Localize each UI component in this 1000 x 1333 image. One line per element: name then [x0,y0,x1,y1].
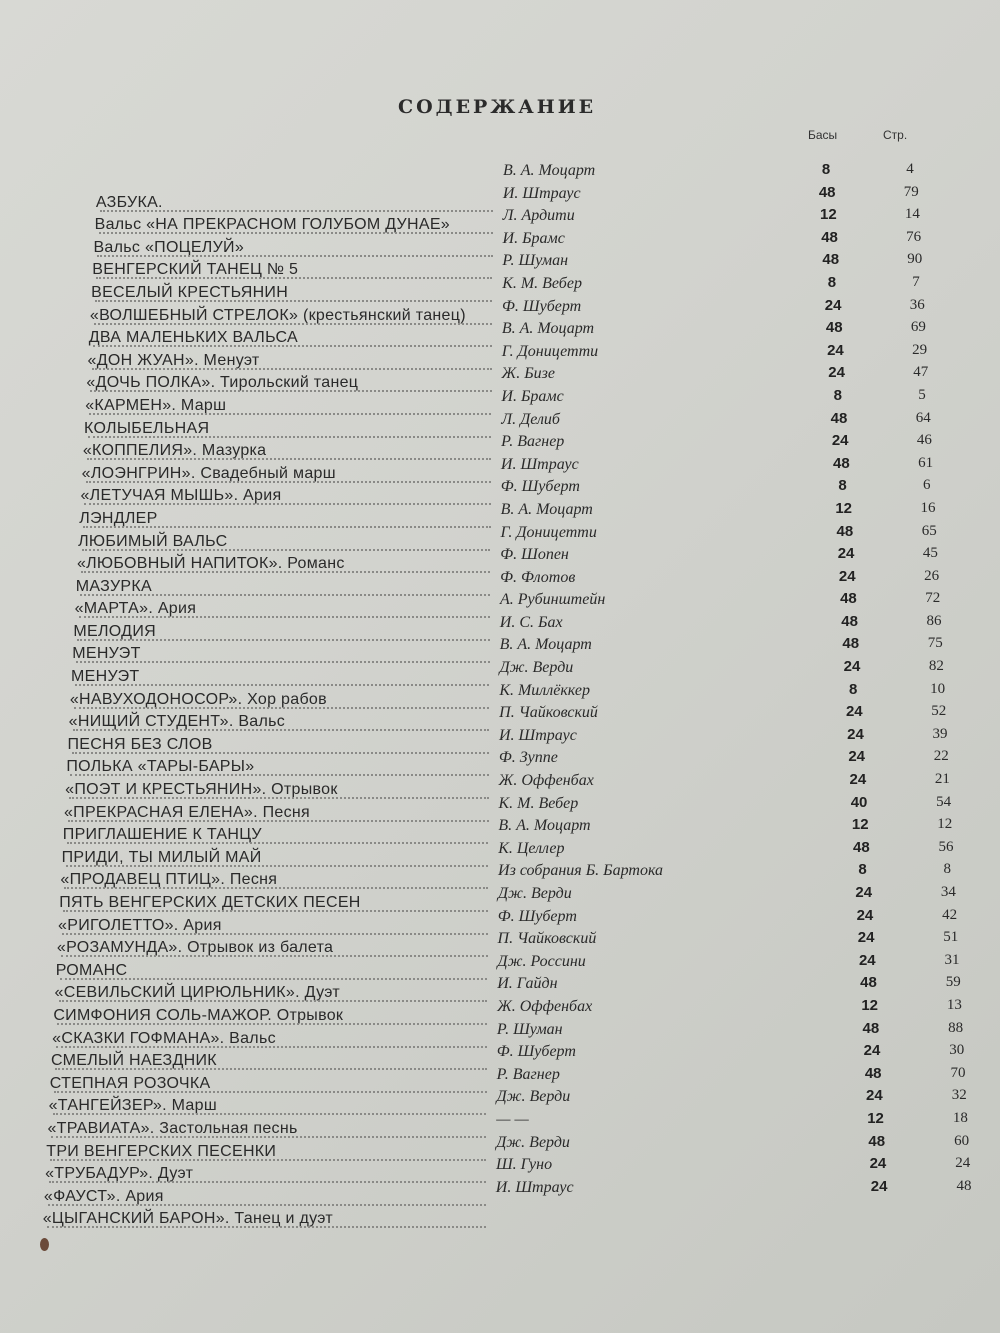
entry-author: Ф. Шуберт [502,297,582,315]
entry-page: 32 [951,1087,967,1104]
entry-author: И. С. Бах [499,613,563,631]
list-item [0,384,1000,414]
entry-page: 16 [920,499,936,516]
entry-page: 86 [926,612,942,629]
entry-author: Ф. Шопен [500,546,569,564]
entry-title: ПРИДИ, ТЫ МИЛЫЙ МАЙ [61,848,262,866]
list-item [0,610,1000,640]
list-item [0,203,1000,234]
entry-title: СТЕПНАЯ РОЗОЧКА [49,1074,211,1092]
list-item [0,1062,1000,1092]
entry-bass: 8 [827,273,837,291]
entry-title: «СЕВИЛЬСКИЙ ЦИРЮЛЬНИК». Дуэт [54,984,340,1002]
entry-author: Ш. Гуно [495,1156,553,1174]
entry-page: 36 [909,296,925,313]
list-item [0,316,1000,347]
entry-title: «ТРАВИАТА». Застольная песнь [47,1119,298,1137]
list-item [0,1107,1000,1137]
entry-author: И. Штраус [495,1178,574,1196]
entry-bass: 12 [861,996,878,1014]
entry-bass: 8 [833,386,842,404]
entry-author: К. М. Вебер [502,274,582,292]
entry-bass: 48 [830,409,848,427]
entry-bass: 48 [821,228,838,246]
entry-bass: 24 [848,748,866,766]
entry-author: Ф. Шуберт [497,907,577,925]
list-item [0,836,1000,866]
entry-page: 88 [948,1019,964,1036]
entry-bass: 24 [831,432,849,450]
entry-page: 47 [913,364,929,381]
entry-bass: 48 [868,1132,886,1150]
entry-title: «ДОЧЬ ПОЛКА». Тирольский танец [86,374,359,392]
entry-bass: 40 [850,793,868,811]
list-item [0,226,1000,256]
entry-page: 21 [934,771,950,788]
list-item [0,1152,1000,1183]
entry-title: ЛЮБИМЫЙ ВАЛЬС [78,532,228,550]
bass-column-header: Басы [808,128,838,142]
entry-page: 54 [936,793,952,810]
entry-bass: 8 [838,477,847,495]
entry-title: «КОППЕЛИЯ». Мазурка [82,442,267,460]
entry-bass: 24 [843,658,861,676]
entry-title: МЕНУЭТ [72,645,141,663]
entry-page: 79 [903,183,919,200]
entry-bass: 48 [832,454,850,472]
list-item [0,655,1000,686]
entry-page: 7 [912,273,920,290]
list-item [0,497,1000,527]
entry-page: 31 [944,951,960,968]
entry-author: И. Штраус [500,455,579,473]
entry-bass: 12 [835,499,853,517]
page-column-header: Стр. [883,128,908,142]
list-item [0,949,1000,979]
entry-page: 52 [931,703,947,720]
entry-page: 59 [945,974,961,991]
entry-bass: 24 [858,951,876,969]
entry-author: И. Брамс [501,387,564,405]
entry-title: «ЛЕТУЧАЯ МЫШЬ». Ария [80,487,282,505]
entry-page: 12 [937,816,953,833]
entry-title: «ФАУСТ». Ария [43,1187,164,1205]
entry-page: 22 [933,748,949,765]
entry-title: «НАВУХОДОНОСОР». Хор рабов [69,690,327,708]
entry-page: 61 [918,454,934,471]
entry-author: Из собрания Б. Бартока [498,862,664,880]
entry-title: «ЛЮБОВНЫЙ НАПИТОК». Романс [76,555,345,573]
entry-bass: 24 [824,296,842,314]
entry-page: 48 [956,1177,972,1194]
entry-bass: 12 [820,206,837,224]
list-item [0,1197,1000,1228]
list-item [0,181,1000,211]
list-item [0,565,1000,595]
list-item [0,474,1000,505]
entry-author: Дж. Верди [496,1088,571,1106]
list-item [0,1175,1000,1205]
entry-page: 69 [910,319,926,336]
list-item [0,994,1000,1024]
entry-title: КОЛЫБЕЛЬНАЯ [84,419,210,437]
entry-bass: 24 [855,884,873,901]
entry-title: «СКАЗКИ ГОФМАНА». Вальс [52,1029,276,1047]
entry-author: В. А. Моцарт [499,636,592,654]
list-item [0,587,1000,618]
entry-author: Г. Доницетти [501,342,599,360]
list-item [0,881,1000,911]
entry-author: Ф. Флотов [500,568,576,586]
list-item [0,678,1000,708]
entry-page: 30 [949,1042,965,1059]
entry-page: 26 [924,567,940,584]
entry-author: К. Целлер [498,839,565,857]
entry-bass: 24 [847,725,864,743]
entry-author: Р. Вагнер [501,433,565,451]
list-item [0,1017,1000,1047]
entry-author: И. Штраус [502,184,581,202]
entry-author: В. А. Моцарт [503,162,596,179]
entry-title: «ДОН ЖУАН». Менуэт [87,351,260,369]
entry-title: ПЯТЬ ВЕНГЕРСКИХ ДЕТСКИХ ПЕСЕН [59,894,361,911]
list-item [0,1039,1000,1070]
entry-title: ВЕСЕЛЫЙ КРЕСТЬЯНИН [91,283,289,301]
entry-author: А. Рубинштейн [499,591,606,609]
list-item [0,429,1000,460]
entry-author: В. А. Моцарт [501,320,595,338]
entry-title: «ВОЛШЕБНЫЙ СТРЕЛОК» (крестьянский танец) [89,306,466,324]
list-item [0,248,1000,279]
entry-page: 75 [927,635,943,652]
entry-author: Дж. Россини [497,952,586,970]
entry-bass: 24 [857,929,875,947]
entry-author: В. А. Моцарт [500,500,593,518]
entry-title: МАЗУРКА [75,577,152,595]
entry-bass: 24 [838,567,856,585]
entry-title: «ЛОЭНГРИН». Свадебный марш [81,464,336,482]
entry-page: 76 [906,228,922,245]
entry-title: ТРИ ВЕНГЕРСКИХ ПЕСЕНКИ [46,1142,277,1160]
entry-bass: 48 [842,635,860,653]
entry-title: СМЕЛЫЙ НАЕЗДНИК [50,1052,217,1070]
entry-author: П. Чайковский [499,704,598,722]
entry-page: 90 [907,251,923,268]
entry-title: ДВА МАЛЕНЬКИХ ВАЛЬСА [88,329,299,347]
list-item [0,745,1000,776]
entry-title: МЕЛОДИЯ [73,622,156,640]
list-item [0,813,1000,844]
entry-page: 10 [930,680,946,697]
entry-page: 51 [943,929,959,946]
entry-page: 60 [954,1132,970,1149]
entry-page: 34 [940,884,956,900]
list-item [0,542,1000,573]
list-item [0,407,1000,437]
entry-bass: 24 [828,364,845,382]
paper-stain [40,1238,49,1251]
entry-page: 5 [918,386,926,403]
entry-bass: 48 [860,974,877,992]
entry-author: Р. Шуман [496,1020,563,1038]
entry-page: 29 [912,341,928,358]
entry-page: 65 [921,522,937,539]
entry-title: Вальс «НА ПРЕКРАСНОМ ГОЛУБОМ ДУНАЕ» [94,216,451,234]
entry-author: Ф. Шуберт [496,1043,576,1061]
list-item [0,361,1000,392]
entry-bass: 48 [825,319,843,337]
page-title: СОДЕРЖАНИЕ [398,96,597,118]
entry-author: Ж. Оффенбах [497,997,593,1015]
entry-bass: 48 [836,522,854,540]
entry-title: «ПОЭТ И КРЕСТЬЯНИН». Отрывок [65,781,338,799]
entry-bass: 12 [851,816,869,834]
entry-author: Ж. Оффенбах [498,772,594,790]
entry-author: В. А. Моцарт [498,817,591,835]
entry-title: «ПРЕКРАСНАЯ ЕЛЕНА». Песня [63,803,310,821]
entry-title: РОМАНС [55,961,128,979]
entry-author: И. Брамс [502,229,565,247]
entry-bass: 24 [845,703,863,721]
entry-page: 42 [942,906,958,923]
entry-title: «ПРОДАВЕЦ ПТИЦ». Песня [60,871,278,889]
entry-page: 8 [943,861,951,878]
entry-title: МЕНУЭТ [71,668,140,686]
entry-title: ПЕСНЯ БЕЗ СЛОВ [67,735,213,753]
entry-author: Дж. Верди [496,1133,570,1151]
entry-author: Л. Делиб [501,410,560,428]
entry-title: ВЕНГЕРСКИЙ ТАНЕЦ № 5 [92,261,299,279]
list-item [0,452,1000,482]
list-item [0,700,1000,731]
entry-bass: 48 [853,838,870,856]
entry-bass: 48 [818,183,836,201]
entry-author: Ф. Зуппе [498,749,558,767]
entry-author: И. Гайдн [497,975,558,993]
entry-page: 24 [955,1155,971,1172]
list-item [0,723,1000,753]
list-item [0,971,1000,1002]
list-item [0,271,1000,301]
list-item [0,768,1000,799]
entry-title: ПОЛЬКА «ТАРЫ-БАРЫ» [66,758,255,776]
entry-author: Г. Доницетти [500,523,597,541]
entry-bass: 8 [858,861,867,879]
list-item [0,858,1000,889]
entry-page: 82 [928,658,944,675]
entry-bass: 24 [863,1042,881,1060]
list-item [0,926,1000,957]
entry-title: «КАРМЕН». Марш [85,396,227,414]
entry-page: 6 [923,477,931,494]
entry-bass: 48 [862,1019,880,1037]
entry-author: Дж. Верди [497,885,572,902]
entry-author: — — [496,1110,529,1128]
entry-author: Р. Вагнер [496,1065,560,1083]
list-item [0,1084,1000,1115]
entry-bass: 24 [827,341,844,359]
entry-author: К. М. Вебер [498,794,579,812]
entry-author: К. Миллёккер [499,681,590,699]
entry-page: 64 [915,409,931,426]
entry-author: Ф. Шуберт [500,478,580,496]
list-item [0,339,1000,369]
entry-author: И. Штраус [499,726,577,744]
entry-page: 39 [932,725,948,742]
entry-page: 46 [916,432,932,449]
entry-title: АЗБУКА. [95,193,163,211]
entry-author: Дж. Верди [499,659,574,677]
list-item [0,294,1000,324]
entry-title: «РОЗАМУНДА». Отрывок из балета [56,939,334,957]
list-item [0,632,1000,663]
leader-dots [47,1226,486,1228]
list-item [0,1130,1000,1160]
entry-title: «ЦЫГАНСКИЙ БАРОН». Танец и дуэт [42,1210,333,1228]
entry-title: Вальс «ПОЦЕЛУЙ» [93,238,245,256]
entry-bass: 24 [849,771,867,789]
list-item [0,791,1000,821]
entry-title: ЛЭНДЛЕР [79,509,158,527]
entry-title: СИМФОНИЯ СОЛЬ-МАЖОР. Отрывок [53,1006,344,1024]
entry-page: 13 [946,996,962,1013]
entry-bass: 8 [848,680,858,698]
list-item [0,158,1000,181]
list-item [0,904,1000,934]
contents-list [0,158,1000,1228]
entry-page: 56 [938,838,954,855]
entry-page: 70 [950,1064,966,1081]
entry-page: 45 [922,545,938,562]
entry-title: «ТРУБАДУР». Дуэт [45,1165,194,1183]
entry-title: «НИЩИЙ СТУДЕНТ». Вальс [68,713,286,731]
entry-author: Ж. Бизе [501,365,555,383]
entry-author: Л. Ардити [502,207,575,225]
entry-title: «РИГОЛЕТТО». Ария [58,916,222,934]
entry-author: П. Чайковский [497,930,597,948]
entry-bass: 24 [856,906,874,924]
entry-author: Р. Шуман [502,252,569,270]
entry-title: «МАРТА». Ария [74,600,197,618]
entry-page: 14 [904,206,920,223]
entry-bass: 8 [821,161,831,178]
entry-bass: 48 [841,612,858,630]
entry-bass: 48 [822,251,840,269]
entry-bass: 24 [866,1087,883,1105]
entry-page: 18 [952,1109,968,1126]
entry-page: 72 [925,590,941,607]
entry-page: 4 [906,161,914,177]
entry-bass: 24 [837,545,855,563]
entry-bass: 24 [870,1177,888,1195]
list-item [0,520,1000,550]
entry-bass: 12 [867,1109,884,1127]
entry-bass: 48 [864,1064,882,1082]
entry-title: «ТАНГЕЙЗЕР». Марш [48,1097,217,1115]
entry-bass: 24 [869,1155,887,1173]
entry-bass: 48 [840,590,857,608]
entry-title: ПРИГЛАШЕНИЕ К ТАНЦУ [62,826,262,844]
